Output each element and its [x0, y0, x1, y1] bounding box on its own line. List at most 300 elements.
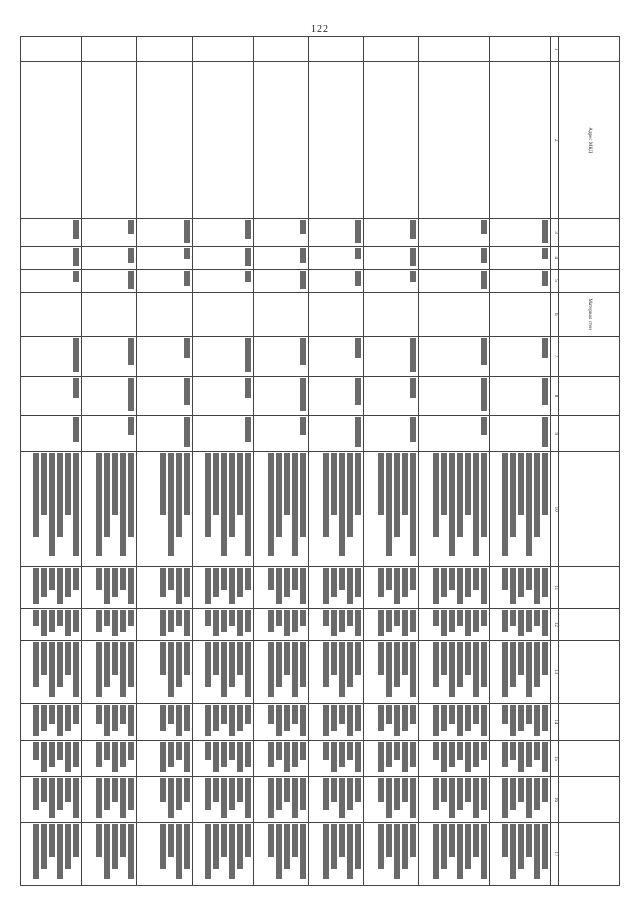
value-cell [253, 741, 308, 777]
illegible-text-line [433, 742, 439, 760]
illegible-text-line [65, 742, 71, 772]
illegible-text-line [347, 642, 353, 687]
illegible-text-line [331, 824, 337, 869]
illegible-text-line [473, 705, 479, 724]
illegible-text-line [57, 742, 63, 760]
illegible-text-line [73, 824, 79, 857]
value-cell [419, 336, 490, 376]
illegible-text-line [57, 824, 63, 879]
table-row [419, 37, 490, 886]
value-cell [82, 703, 137, 741]
illegible-text-line [268, 742, 274, 766]
illegible-text-line [402, 568, 408, 597]
illegible-text-line [268, 568, 274, 589]
illegible-text-line [347, 824, 353, 879]
value-cell [137, 416, 192, 452]
value-cell [489, 336, 550, 376]
value-cell [308, 219, 363, 246]
column-header [559, 640, 620, 703]
value-cell [308, 609, 363, 640]
illegible-text-line [449, 778, 455, 818]
illegible-text-line [518, 705, 524, 731]
illegible-text-line [410, 417, 416, 441]
illegible-text-line [120, 568, 126, 589]
value-cell [489, 741, 550, 777]
value-cell [137, 776, 192, 822]
value-cell [137, 567, 192, 609]
illegible-text-line [33, 742, 39, 760]
illegible-text-line [65, 705, 71, 731]
illegible-text-line [73, 742, 79, 766]
illegible-text-line [355, 378, 361, 406]
column-header [559, 376, 620, 416]
illegible-text-line [394, 642, 400, 687]
illegible-text-line [300, 220, 306, 233]
column-number: 7 [551, 336, 559, 376]
illegible-text-line [465, 824, 471, 869]
illegible-text-line [292, 742, 298, 766]
illegible-text-line [268, 610, 274, 631]
illegible-text-line [168, 705, 174, 724]
illegible-text-line [184, 824, 190, 869]
value-cell [192, 640, 253, 703]
illegible-text-line [323, 453, 329, 537]
illegible-text-line [112, 778, 118, 802]
illegible-text-line [510, 642, 516, 687]
illegible-text-line [128, 610, 134, 626]
illegible-text-line [526, 824, 532, 857]
illegible-text-line [394, 742, 400, 760]
illegible-text-line [473, 642, 479, 697]
illegible-text-line [323, 568, 329, 604]
illegible-text-line [128, 378, 134, 412]
illegible-text-line [534, 568, 540, 604]
wall-material-cell [489, 292, 550, 336]
illegible-text-line [41, 705, 47, 731]
illegible-text-line [300, 338, 306, 366]
column-header [559, 269, 620, 292]
illegible-text-line [213, 705, 219, 731]
row-number-cell [82, 37, 137, 62]
illegible-text-line [339, 778, 345, 818]
illegible-text-line [205, 453, 211, 537]
illegible-text-line [229, 742, 235, 760]
illegible-text-line [184, 220, 190, 242]
column-header [559, 37, 620, 62]
illegible-text-line [184, 642, 190, 675]
value-cell [21, 246, 82, 269]
illegible-text-line [221, 610, 227, 631]
value-cell [21, 269, 82, 292]
illegible-text-line [473, 453, 479, 556]
value-cell [82, 219, 137, 246]
illegible-text-line [323, 778, 329, 810]
illegible-text-line [96, 824, 102, 857]
value-cell [82, 567, 137, 609]
value-cell [137, 822, 192, 885]
illegible-text-line [394, 610, 400, 626]
illegible-text-line [355, 453, 361, 515]
illegible-text-line [457, 742, 463, 760]
row-number-cell [363, 37, 418, 62]
value-cell [363, 703, 418, 741]
illegible-text-line [205, 642, 211, 687]
illegible-text-line [433, 642, 439, 687]
illegible-text-line [245, 568, 251, 589]
illegible-text-line [339, 742, 345, 766]
value-cell [419, 219, 490, 246]
value-cell [363, 336, 418, 376]
illegible-text-line [542, 742, 548, 772]
illegible-text-line [502, 778, 508, 818]
value-cell [192, 741, 253, 777]
illegible-text-line [410, 742, 416, 766]
illegible-text-line [245, 453, 251, 556]
column-number: 6 [551, 292, 559, 336]
illegible-text-line [213, 742, 219, 772]
illegible-text-line [128, 778, 134, 810]
value-cell [192, 452, 253, 567]
illegible-text-line [96, 742, 102, 766]
illegible-text-line [128, 453, 134, 537]
illegible-text-line [542, 248, 548, 259]
illegible-text-line [410, 568, 416, 589]
illegible-text-line [510, 705, 516, 737]
value-cell [308, 246, 363, 269]
column-number: 12 [551, 609, 559, 640]
illegible-text-line [73, 453, 79, 556]
illegible-text-line [386, 705, 392, 724]
illegible-text-line [184, 338, 190, 358]
illegible-text-line [481, 824, 487, 879]
value-cell [21, 452, 82, 567]
illegible-text-line [96, 568, 102, 589]
illegible-text-line [355, 778, 361, 802]
address-cell [253, 62, 308, 219]
column-number: 8 [551, 376, 559, 416]
illegible-text-line [410, 610, 416, 631]
illegible-text-line [378, 705, 384, 731]
value-cell [363, 452, 418, 567]
column-number: 4 [551, 246, 559, 269]
value-cell [419, 741, 490, 777]
illegible-text-line [534, 642, 540, 687]
illegible-text-line [441, 568, 447, 597]
illegible-text-line [355, 220, 361, 242]
illegible-text-line [57, 778, 63, 810]
illegible-text-line [284, 824, 290, 869]
illegible-text-line [292, 778, 298, 818]
illegible-text-line [481, 378, 487, 412]
illegible-text-line [502, 705, 508, 724]
illegible-text-line [378, 778, 384, 802]
illegible-text-line [457, 642, 463, 687]
illegible-text-line [510, 610, 516, 626]
illegible-text-line [245, 220, 251, 238]
illegible-text-line [229, 778, 235, 810]
illegible-text-line [229, 642, 235, 687]
illegible-text-line [534, 705, 540, 737]
value-cell [137, 336, 192, 376]
illegible-text-line [300, 610, 306, 626]
illegible-text-line [112, 824, 118, 869]
illegible-text-line [73, 417, 79, 441]
row-number-cell [489, 37, 550, 62]
value-cell [419, 246, 490, 269]
illegible-text-line [184, 742, 190, 772]
value-cell [253, 452, 308, 567]
illegible-text-line [237, 642, 243, 675]
illegible-text-line [481, 453, 487, 537]
address-cell [21, 62, 82, 219]
illegible-text-line [518, 824, 524, 869]
column-number: 9 [551, 416, 559, 452]
illegible-text-line [160, 610, 166, 636]
illegible-text-line [221, 705, 227, 724]
illegible-text-line [355, 568, 361, 597]
value-cell [363, 376, 418, 416]
illegible-text-line [213, 778, 219, 802]
illegible-text-line [542, 705, 548, 731]
illegible-text-line [331, 642, 337, 675]
illegible-text-line [410, 453, 416, 556]
illegible-text-line [465, 742, 471, 772]
value-cell [21, 640, 82, 703]
illegible-text-line [237, 742, 243, 772]
illegible-text-line [41, 778, 47, 802]
illegible-text-line [33, 778, 39, 810]
illegible-text-line [542, 610, 548, 636]
illegible-text-line [205, 742, 211, 760]
illegible-text-line [245, 417, 251, 441]
illegible-text-line [542, 568, 548, 597]
illegible-text-line [49, 742, 55, 766]
value-cell [21, 822, 82, 885]
illegible-text-line [473, 568, 479, 589]
illegible-text-line [49, 453, 55, 556]
illegible-text-line [73, 705, 79, 724]
value-cell [308, 452, 363, 567]
value-cell [21, 567, 82, 609]
value-cell [192, 416, 253, 452]
illegible-text-line [542, 220, 548, 242]
illegible-text-line [339, 705, 345, 724]
illegible-text-line [502, 742, 508, 766]
illegible-text-line [410, 705, 416, 724]
illegible-text-line [65, 642, 71, 675]
illegible-text-line [542, 378, 548, 406]
illegible-text-line [510, 824, 516, 879]
illegible-text-line [481, 610, 487, 626]
illegible-text-line [410, 778, 416, 818]
value-cell [419, 822, 490, 885]
illegible-text-line [433, 824, 439, 879]
illegible-text-line [410, 271, 416, 282]
illegible-text-line [112, 568, 118, 597]
illegible-text-line [65, 568, 71, 597]
illegible-text-line [104, 642, 110, 687]
illegible-text-line [457, 568, 463, 604]
illegible-text-line [394, 705, 400, 737]
table-body [21, 37, 551, 886]
value-cell [21, 609, 82, 640]
address-cell [489, 62, 550, 219]
illegible-text-line [128, 705, 134, 737]
wall-material-cell [137, 292, 192, 336]
illegible-text-line [441, 610, 447, 636]
value-cell [363, 416, 418, 452]
illegible-text-line [33, 642, 39, 687]
illegible-text-line [120, 824, 126, 857]
illegible-text-line [449, 705, 455, 724]
value-cell [308, 416, 363, 452]
illegible-text-line [473, 778, 479, 818]
illegible-text-line [300, 417, 306, 435]
illegible-text-line [394, 568, 400, 604]
illegible-text-line [402, 778, 408, 802]
table-row [21, 37, 82, 886]
illegible-text-line [402, 642, 408, 675]
illegible-text-line [433, 705, 439, 737]
illegible-text-line [176, 742, 182, 760]
illegible-text-line [284, 742, 290, 772]
wall-material-cell [308, 292, 363, 336]
illegible-text-line [481, 271, 487, 289]
value-cell [489, 376, 550, 416]
illegible-text-line [128, 568, 134, 604]
illegible-text-line [184, 610, 190, 636]
illegible-text-line [441, 778, 447, 802]
row-number-cell [253, 37, 308, 62]
illegible-text-line [205, 824, 211, 879]
illegible-text-line [441, 705, 447, 731]
row-number-cell [21, 37, 82, 62]
illegible-text-line [96, 453, 102, 556]
illegible-text-line [518, 778, 524, 802]
illegible-text-line [245, 610, 251, 631]
illegible-text-line [221, 642, 227, 697]
value-cell [253, 376, 308, 416]
illegible-text-line [120, 642, 126, 697]
illegible-text-line [300, 642, 306, 687]
illegible-text-line [176, 824, 182, 879]
column-number: 17 [551, 822, 559, 885]
illegible-text-line [410, 248, 416, 266]
illegible-text-line [65, 824, 71, 869]
illegible-text-line [300, 378, 306, 412]
value-cell [192, 822, 253, 885]
value-cell [489, 219, 550, 246]
value-cell [308, 376, 363, 416]
illegible-text-line [433, 568, 439, 604]
illegible-text-line [410, 824, 416, 857]
illegible-text-line [355, 824, 361, 869]
illegible-text-line [433, 778, 439, 810]
illegible-text-line [128, 338, 134, 366]
illegible-text-line [73, 378, 79, 398]
illegible-text-line [526, 778, 532, 818]
illegible-text-line [73, 248, 79, 266]
value-cell [82, 376, 137, 416]
value-cell [253, 822, 308, 885]
illegible-text-line [355, 642, 361, 675]
value-cell [253, 609, 308, 640]
value-cell [253, 703, 308, 741]
illegible-text-line [49, 610, 55, 631]
value-cell [489, 703, 550, 741]
value-cell [82, 452, 137, 567]
illegible-text-line [284, 453, 290, 515]
illegible-text-line [120, 742, 126, 766]
illegible-text-line [300, 824, 306, 879]
column-header [559, 609, 620, 640]
illegible-text-line [402, 824, 408, 869]
illegible-text-line [534, 742, 540, 760]
value-cell [21, 741, 82, 777]
illegible-text-line [518, 642, 524, 675]
illegible-text-line [481, 338, 487, 366]
illegible-text-line [276, 742, 282, 760]
illegible-text-line [112, 642, 118, 675]
illegible-text-line [245, 271, 251, 282]
value-cell [192, 269, 253, 292]
value-cell [253, 640, 308, 703]
value-cell [137, 452, 192, 567]
column-header [559, 703, 620, 741]
column-header [559, 452, 620, 567]
illegible-text-line [300, 453, 306, 537]
illegible-text-line [386, 610, 392, 631]
rotated-table-wrapper [20, 36, 620, 886]
value-cell [419, 567, 490, 609]
column-number: 16 [551, 776, 559, 822]
illegible-text-line [160, 824, 166, 869]
value-cell [308, 336, 363, 376]
illegible-text-line [120, 453, 126, 556]
value-cell [21, 776, 82, 822]
table-row [192, 37, 253, 886]
illegible-text-line [481, 742, 487, 760]
illegible-text-line [221, 568, 227, 589]
illegible-text-line [394, 824, 400, 879]
illegible-text-line [284, 705, 290, 731]
illegible-text-line [176, 705, 182, 737]
illegible-text-line [510, 568, 516, 604]
value-cell [82, 741, 137, 777]
illegible-text-line [49, 705, 55, 724]
illegible-text-line [292, 453, 298, 556]
illegible-text-line [449, 453, 455, 556]
illegible-text-line [300, 568, 306, 604]
illegible-text-line [205, 610, 211, 626]
illegible-text-line [331, 778, 337, 802]
illegible-text-line [73, 642, 79, 697]
illegible-text-line [502, 642, 508, 697]
value-cell [489, 609, 550, 640]
illegible-text-line [534, 778, 540, 810]
illegible-text-line [323, 824, 329, 879]
table-row [82, 37, 137, 886]
illegible-text-line [441, 642, 447, 675]
illegible-text-line [465, 568, 471, 597]
value-cell [137, 640, 192, 703]
illegible-text-line [347, 705, 353, 737]
illegible-text-line [245, 642, 251, 697]
illegible-text-line [221, 742, 227, 766]
value-cell [82, 269, 137, 292]
illegible-text-line [386, 453, 392, 556]
illegible-text-line [41, 824, 47, 869]
